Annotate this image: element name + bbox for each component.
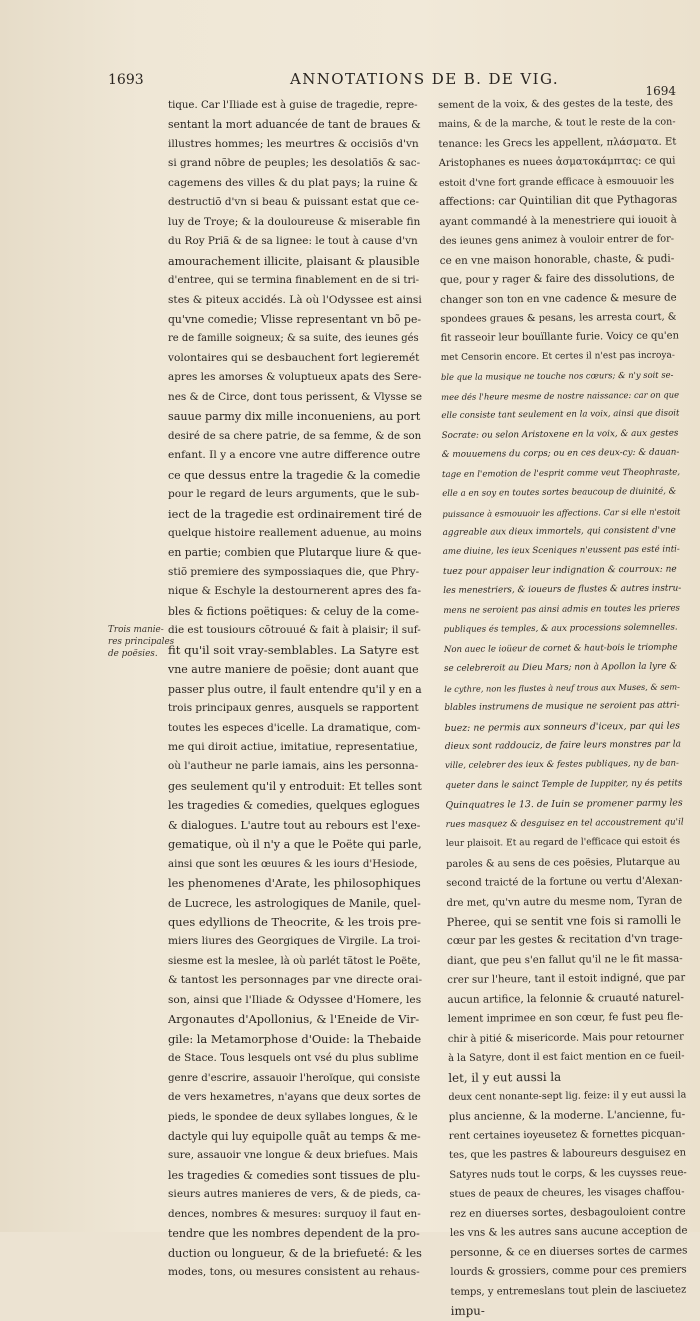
page-header	[108, 62, 680, 98]
text-line: lement imprimee en son cœur, fe fust peu fle-	[447, 1011, 684, 1026]
text-line: Pheree, qui se sentit vne fois si ramolli le	[446, 913, 682, 929]
quoted-text-line: mens ne seroient pas ainsi admis en toutes les prieres	[443, 603, 680, 616]
text-line: destructiõ d'vn si beau & puissant estat que ce-	[168, 196, 420, 209]
text-line: toutes les especes d'icelle. La dramatique, com-	[168, 721, 421, 734]
quoted-text-line: dieux sont raddouciz, de faire leurs monstres par la	[444, 739, 682, 752]
text-line: les tragedies & comedies sont tissues de plu-	[168, 1168, 421, 1182]
text-line: & dialogues. L'autre tout au rebours est l'exe-	[168, 818, 421, 832]
text-line: affections: car Quintilian dit que Pythagoras	[439, 193, 678, 209]
text-line: me qui diroit actiue, imitatiue, representatiue,	[168, 740, 418, 753]
text-line: que, pour y rager & faire des dissolutions, de	[439, 272, 675, 287]
text-line: si grand nõbre de peuples; les desolatiõs & sac-	[168, 157, 421, 170]
text-line: les vns & les autres sans aucune acception de	[449, 1225, 688, 1240]
text-line: tendre que les nombres dependent de la pro-	[168, 1227, 420, 1241]
text-line: chir à pitié & misericorde. Mais pour retourner	[447, 1031, 684, 1045]
text-line: met Censorin encore. Et certes il n'est pas incroya-	[440, 350, 675, 363]
text-line: genre d'escrire, assauoir l'heroïque, qui consiste	[168, 1072, 421, 1084]
text-line: luy de Troye; & la douloureuse & miserable fin	[168, 215, 421, 228]
quoted-text-line: Quinquatres le 13. de Iuin se promener parmy les	[445, 797, 683, 812]
text-line: Satyres nuds tout le corps, & les cuysses reue-	[449, 1167, 687, 1181]
text-line: tes, que les pastres & laboureurs desguisez en	[449, 1147, 687, 1162]
text-line: iect de la tragedie est ordinairement tiré de	[168, 506, 422, 521]
text-line: cagemens des villes & du plat pays; la ruine &	[168, 176, 418, 189]
text-line: dences, nombres & mesures: surquoy il faut en-	[168, 1207, 421, 1220]
text-line: cœur par les gestes & recitation d'vn trage-	[446, 932, 683, 948]
quoted-text-line: buez: ne permis aux sonneurs d'iceux, par qui les	[444, 720, 680, 734]
text-line: diant, que peu s'en fallut qu'il ne le fit massa-	[447, 953, 683, 967]
text-line: fit rasseoir leur bouïllante furie. Voicy ce qu'en	[440, 330, 679, 345]
text-line: passer plus outre, il fault entendre qu'il y en a	[168, 682, 422, 696]
text-line: de Stace. Tous lesquels ont vsé du plus sublime	[168, 1052, 419, 1065]
text-line: dactyle qui luy equipolle quãt au temps & me-	[168, 1130, 421, 1144]
quoted-text-line: le cythre, non les flustes à neuf trous aux Muses, & sem-	[444, 681, 680, 694]
text-line: bles & fictions poëtiques: & celuy de la come-	[168, 604, 419, 618]
text-line: estoit d'vne fort grande efficace à esmouuoir les	[438, 175, 675, 189]
text-line: pour le regard de leurs arguments, que le sub-	[168, 488, 420, 501]
text-line: son, ainsi que l'Iliade & Odyssee d'Homere, les	[168, 993, 422, 1006]
text-line: apres les amorses & voluptueux apats des Sere-	[168, 371, 422, 384]
text-line: tenance: les Grecs les appellent, πλάσματα. Et	[438, 136, 677, 150]
quoted-text-line: tuez pour appaiser leur indignation & courroux: ne	[442, 564, 677, 577]
text-line: sauue parmy dix mille inconueniens, au port	[168, 410, 421, 424]
text-line: changer son ton en vne cadence & mesure de	[440, 292, 677, 306]
quoted-text-line: se celebreroit au Dieu Mars; non à Apollon la lyre &	[443, 661, 678, 675]
quoted-text-line: queter dans le sainct Temple de Iuppiter, ny és petits	[445, 778, 683, 791]
text-line: de vers hexametres, n'ayans que deux sortes de	[168, 1091, 421, 1104]
quoted-text-line: Non auec le ioüeur de cornet & haut-bois le triomphe	[443, 642, 678, 655]
text-line: Argonautes d'Apollonius, & l'Eneide de Vir-	[168, 1012, 420, 1027]
margin-note-line: de poësies.	[108, 649, 158, 659]
text-line: en partie; combien que Plutarque liure & que-	[168, 546, 422, 560]
text-line: mains, & de la marche, & tout le reste de la con-	[438, 116, 676, 131]
text-line: impu-	[450, 1303, 485, 1319]
quoted-text-line: les menestriers, & ioueurs de flustes & autres instru-	[443, 583, 682, 597]
text-line: des ieunes gens animez à vouloir entrer de for-	[439, 233, 675, 248]
quoted-text-line: mee dés l'heure mesme de nostre naissance: car on que	[441, 389, 680, 402]
margin-note	[108, 624, 175, 660]
quoted-text-line: elle consiste tant seulement en la voix, ainsi que disoit	[441, 408, 680, 422]
text-line: les phenomenes d'Arate, les philosophiques	[168, 876, 421, 891]
quoted-text-line: & mouuemens du corps; ou en ces deux-cy: & dauan-	[441, 447, 680, 461]
text-line: où l'autheur ne parle iamais, ains les personna-	[168, 760, 419, 773]
text-line: gematique, où il n'y a que le Poëte qui parle,	[168, 838, 422, 852]
text-line: volontaires qui se desbauchent fort legieremét	[168, 351, 420, 364]
text-line: stes & piteux accidés. Là où l'Odyssee est ainsi	[168, 293, 422, 306]
text-line: deux cent nonante-sept lig. feize: il y eut aussi la	[448, 1089, 687, 1104]
quoted-text-line: blables instrumens de musique ne seroient pas attri-	[444, 700, 680, 714]
text-line: qu'vne comedie; Vlisse representant vn bõ pe-	[168, 312, 421, 326]
text-line: ce que dessus entre la tragedie & la comedie	[168, 468, 421, 482]
text-line: ce en vne maison honorable, chaste, & pudi-	[439, 252, 675, 267]
text-line: quelque histoire reallement aduenue, au moins	[168, 526, 422, 539]
text-line: temps, y entremeslans tout plein de lasciuetez	[450, 1284, 687, 1298]
quoted-text-line: aggreable aux dieux immortels, qui consistent d'vne	[442, 525, 676, 538]
text-line: miers liures des Georgiques de Virgile. La troi-	[168, 935, 421, 948]
text-line: pieds, le spondee de deux syllabes longues, & le	[168, 1111, 418, 1123]
quoted-text-line: elle a en soy en toutes sortes beaucoup de diuinité, &	[442, 486, 677, 500]
quoted-text-line: ville, celebrer des ieux & festes publiques, ny de ban-	[444, 758, 679, 772]
text-line: spondees graues & pesans, les arresta court, &	[440, 311, 677, 325]
text-line: les tragedies & comedies, quelques eglogues	[168, 799, 420, 813]
text-line: siesme est la meslee, là où parlét tãtost le Poëte,	[168, 955, 421, 967]
page-number-right: 1694	[645, 84, 676, 98]
left-text-column	[168, 96, 422, 1283]
text-line: rent certaines ioyeusetez & fornettes picquan-	[448, 1128, 686, 1142]
text-line: duction ou longueur, & de la briefueté: & les	[168, 1246, 422, 1260]
text-line: d'entree, qui se termina finablement en de si tri-	[168, 275, 420, 287]
text-line: à la Satyre, dont il est faict mention en ce fueil-	[448, 1050, 685, 1065]
text-line: desiré de sa chere patrie, de sa femme, & de son	[168, 430, 422, 442]
text-line: trois principaux genres, ausquels se rapportent	[168, 702, 419, 715]
text-line: nes & de Circe, dont tous perissent, & Vlysse se	[168, 390, 422, 403]
text-line: fit qu'il soit vray-semblables. La Satyre est	[168, 642, 419, 657]
text-line: gile: la Metamorphose d'Ouide: la Thebaide	[168, 1031, 422, 1046]
text-line: second traicté de la fortune ou vertu d'Alexan-	[446, 875, 683, 890]
text-line: du Roy Priã & de sa lignee: le tout à cause d'vn	[168, 235, 418, 248]
text-line: ayant commandé à la menestriere qui iouoit à	[439, 214, 677, 228]
text-line: stues de peaux de cheures, les visages chaffou-	[449, 1186, 685, 1201]
text-line: let, il y eut aussi la	[448, 1069, 562, 1085]
right-text-column	[438, 94, 689, 1321]
page-number-left: 1693	[108, 72, 144, 88]
text-line: sieurs autres manieres de vers, & de pieds, ca-	[168, 1188, 421, 1201]
text-line: vne autre maniere de poësie; dont auant que	[168, 663, 419, 677]
text-line: rez en diuerses sortes, desbagouloient contre	[449, 1206, 686, 1220]
text-line: enfant. Il y a encore vne autre difference outre	[168, 449, 421, 462]
text-line: sement de la voix, & des gestes de la teste, des	[438, 97, 674, 111]
text-line: modes, tons, ou mesures consistent au rehaus-	[168, 1266, 420, 1279]
text-line: de Lucrece, les astrologiques de Manile, quel-	[168, 896, 421, 910]
quoted-text-line: ble que la musique ne touche nos cœurs; & n'y soit se-	[440, 369, 674, 383]
quoted-text-line: ame diuine, les ieux Sceniques n'eussent pas esté inti-	[442, 544, 680, 558]
text-line: & tantost les personnages par vne directe orai-	[168, 974, 422, 987]
quoted-text-line: puissance à esmouuoir les affections. Car si elle n'estoit	[442, 505, 681, 519]
quoted-text-line: rues masquez & desguisez en tel accoustrement qu'il	[445, 817, 684, 830]
text-line: crer sur l'heure, tant il estoit indigné, que par	[447, 972, 686, 987]
text-line: nique & Eschyle la destournerent apres des fa-	[168, 585, 422, 598]
quoted-text-line: publiques és temples, & aux processions solemnelles.	[443, 622, 678, 636]
text-line: sentant la mort aduancée de tant de braues &	[168, 118, 421, 132]
text-line: amourachement illicite, plaisant & plausible	[168, 254, 420, 268]
text-line: ges seulement qu'il y entroduit: Et telles sont	[168, 779, 422, 793]
margin-note-line: res principales	[108, 637, 175, 647]
text-line: leur plaisoit. Et au regard de l'efficace qui estoit és	[445, 836, 681, 850]
running-title: ANNOTATIONS DE B. DE VIG.	[290, 70, 559, 88]
text-line: ainsi que sont les œuures & les iours d'Hesiode,	[168, 858, 418, 870]
text-line: dre met, qu'vn autre du mesme nom, Tyran de	[446, 895, 683, 909]
text-line: paroles & au sens de ces poësies, Plutarque au	[445, 856, 681, 870]
text-line: sure, assauoir vne longue & deux briefues. Mais	[168, 1150, 418, 1162]
quoted-text-line: Socrate: ou selon Aristoxene en la voix, & aux gestes	[441, 428, 679, 441]
text-line: Aristophanes es nuees ἀσματοκάμπτας: ce qui	[438, 155, 676, 170]
text-line: re de famille soigneux; & sa suite, des ieunes gés	[168, 333, 419, 345]
text-line: plus ancienne, & la moderne. L'ancienne, fu-	[448, 1108, 686, 1123]
margin-note-line: Trois manie-	[108, 625, 164, 635]
text-line: stiõ premiere des sympossiaques die, que Phry-	[168, 565, 420, 578]
text-line: personne, & ce en diuerses sortes de carmes	[450, 1244, 688, 1259]
text-line: die est tousiours cõtrouué & fait à plaisir; il suf-	[168, 624, 421, 637]
text-line: illustres hommes; les meurtres & occisiõs d'vn	[168, 137, 419, 150]
text-line: ques edyllions de Theocrite, & les trois pre-	[168, 915, 422, 930]
text-line: lourds & grossiers, comme pour ces premiers	[450, 1264, 687, 1279]
text-line: aucun artifice, la felonnie & cruauté naturel-	[447, 991, 684, 1006]
quoted-text-line: tage en l'emotion de l'esprit comme veut Theophraste,	[441, 467, 681, 480]
text-line: tique. Car l'Iliade est à guise de tragedie, repre-	[168, 100, 418, 111]
